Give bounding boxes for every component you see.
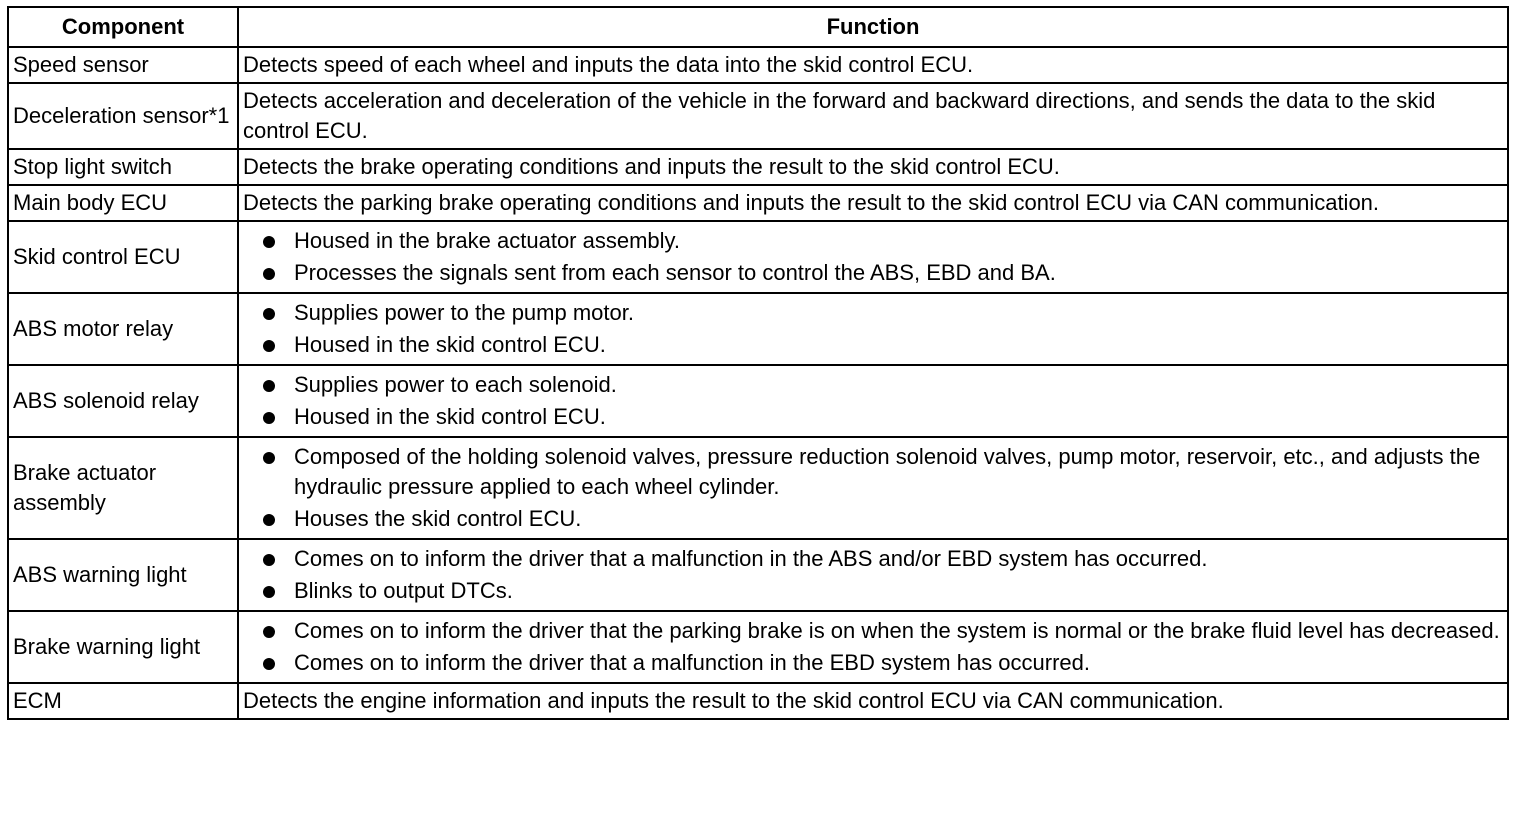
function-cell: [238, 539, 1508, 611]
function-cell: [238, 221, 1508, 293]
bullet-dot-icon: [263, 586, 275, 598]
component-cell: ABS warning light: [8, 539, 238, 611]
bullet-dot-icon: [263, 340, 275, 352]
bullet-text: Supplies power to each solenoid.: [294, 372, 617, 397]
component-function-table: [7, 6, 1509, 720]
header-component: Component: [8, 7, 238, 47]
component-cell: ABS solenoid relay: [8, 365, 238, 437]
function-cell: [238, 437, 1508, 539]
bullet-dot-icon: [263, 658, 275, 670]
bullet-item: [243, 330, 1507, 360]
bullet-text: Comes on to inform the driver that the parking brake is on when the system is normal or the brake fluid level has decreased.: [294, 618, 1500, 643]
bullet-text: Processes the signals sent from each sensor to control the ABS, EBD and BA.: [294, 260, 1056, 285]
function-cell: [238, 611, 1508, 683]
bullet-item: [243, 402, 1507, 432]
table-row: [8, 293, 1508, 365]
component-cell: Main body ECU: [8, 185, 238, 221]
bullet-item: [243, 544, 1507, 574]
function-cell: Detects the parking brake operating conditions and inputs the result to the skid control ECU via CAN communication.: [238, 185, 1508, 221]
header-row: [8, 7, 1508, 47]
table-row: [8, 221, 1508, 293]
function-cell: Detects acceleration and deceleration of the vehicle in the forward and backward directions, and sends the data to the skid control ECU.: [238, 83, 1508, 149]
bullet-dot-icon: [263, 236, 275, 248]
bullet-item: [243, 298, 1507, 328]
bullet-item: [243, 648, 1507, 678]
bullet-item: [243, 616, 1507, 646]
bullet-item: [243, 504, 1507, 534]
table-row: [8, 149, 1508, 185]
function-cell: Detects the brake operating conditions and inputs the result to the skid control ECU.: [238, 149, 1508, 185]
bullet-text: Houses the skid control ECU.: [294, 506, 582, 531]
bullet-dot-icon: [263, 380, 275, 392]
bullet-item: [243, 226, 1507, 256]
function-cell: Detects the engine information and inputs the result to the skid control ECU via CAN communication.: [238, 683, 1508, 719]
function-bullet-list: [243, 226, 1507, 288]
bullet-text: Comes on to inform the driver that a malfunction in the EBD system has occurred.: [294, 650, 1091, 675]
table-row: [8, 365, 1508, 437]
bullet-text: Housed in the brake actuator assembly.: [294, 228, 681, 253]
function-bullet-list: [243, 544, 1507, 606]
table-row: [8, 47, 1508, 83]
table-row: [8, 437, 1508, 539]
header-function: Function: [238, 7, 1508, 47]
bullet-dot-icon: [263, 412, 275, 424]
component-cell: Deceleration sensor*1: [8, 83, 238, 149]
bullet-item: [243, 442, 1507, 502]
table-row: [8, 611, 1508, 683]
component-cell: Brake actuator assembly: [8, 437, 238, 539]
bullet-dot-icon: [263, 268, 275, 280]
bullet-text: Supplies power to the pump motor.: [294, 300, 634, 325]
function-cell: [238, 293, 1508, 365]
bullet-text: Comes on to inform the driver that a malfunction in the ABS and/or EBD system has occurred.: [294, 546, 1208, 571]
bullet-dot-icon: [263, 554, 275, 566]
bullet-item: [243, 370, 1507, 400]
table-row: [8, 539, 1508, 611]
table-row: [8, 83, 1508, 149]
bullet-text: Composed of the holding solenoid valves, pressure reduction solenoid valves, pump motor, reservoir, etc., and adjusts the hydraulic pressure applied to each wheel cylinder.: [294, 444, 1481, 499]
bullet-item: [243, 258, 1507, 288]
function-bullet-list: [243, 298, 1507, 360]
bullet-dot-icon: [263, 452, 275, 464]
table-row: [8, 683, 1508, 719]
function-bullet-list: [243, 370, 1507, 432]
function-cell: Detects speed of each wheel and inputs the data into the skid control ECU.: [238, 47, 1508, 83]
bullet-dot-icon: [263, 626, 275, 638]
function-bullet-list: [243, 442, 1507, 534]
component-cell: Skid control ECU: [8, 221, 238, 293]
component-cell: Stop light switch: [8, 149, 238, 185]
component-cell: ECM: [8, 683, 238, 719]
component-cell: ABS motor relay: [8, 293, 238, 365]
bullet-text: Housed in the skid control ECU.: [294, 404, 606, 429]
component-cell: Speed sensor: [8, 47, 238, 83]
bullet-dot-icon: [263, 308, 275, 320]
bullet-item: [243, 576, 1507, 606]
table-row: [8, 185, 1508, 221]
function-cell: [238, 365, 1508, 437]
component-cell: Brake warning light: [8, 611, 238, 683]
bullet-dot-icon: [263, 514, 275, 526]
bullet-text: Housed in the skid control ECU.: [294, 332, 606, 357]
function-bullet-list: [243, 616, 1507, 678]
bullet-text: Blinks to output DTCs.: [294, 578, 513, 603]
